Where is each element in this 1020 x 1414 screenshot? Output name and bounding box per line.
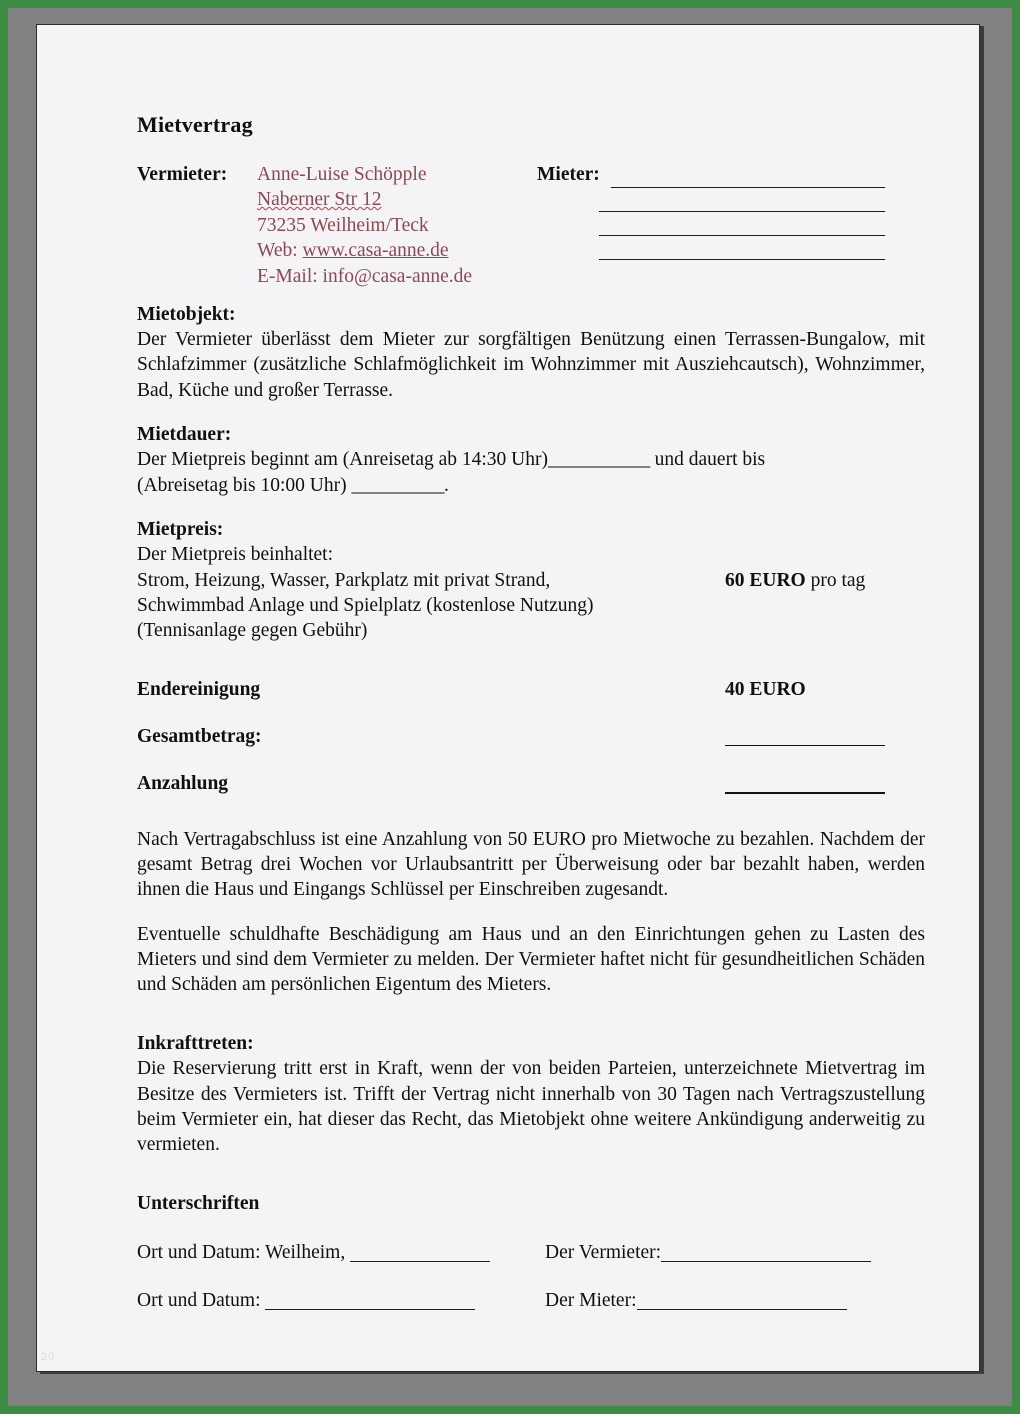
section-gesamtbetrag	[137, 724, 925, 749]
endereinigung-amount: 40 EURO	[725, 678, 806, 700]
landlord-city: 73235 Weilheim/Teck	[257, 214, 429, 236]
spacer-after-anzahlung	[137, 797, 925, 827]
signature-landlord-label: Der Vermieter:	[545, 1241, 662, 1263]
tenant-line-4[interactable]	[599, 236, 885, 260]
landlord-email-label: E-Mail:	[257, 265, 318, 287]
signature-place-date-2-label: Ort und Datum:	[137, 1289, 261, 1311]
mietpreis-item-2: Schwimmbad Anlage und Spielplatz (kostenlose Nutzung)	[137, 595, 594, 617]
mietdauer-start-suffix: und dauert bis	[649, 449, 766, 471]
landlord-email[interactable]: info@casa-anne.de	[322, 265, 473, 287]
mietpreis-heading: Mietpreis:	[137, 519, 224, 540]
mietdauer-end-text: (Abreisetag bis 10:00 Uhr)	[137, 474, 352, 496]
section-mietdauer	[137, 422, 925, 498]
spacer-after-endereinigung	[137, 702, 925, 724]
mietdauer-end-suffix: .	[443, 474, 449, 496]
anzahlung-blank-line[interactable]	[725, 792, 885, 794]
unterschriften-heading: Unterschriften	[137, 1192, 260, 1214]
signature-landlord	[545, 1240, 871, 1265]
signature-place-date-1-label: Ort und Datum: Weilheim,	[137, 1241, 346, 1263]
page-number-watermark: 20	[41, 1351, 56, 1363]
inkrafttreten-heading: Inkrafttreten:	[137, 1032, 254, 1054]
anzahlung-heading: Anzahlung	[137, 773, 229, 795]
mietobjekt-heading: Mietobjekt:	[137, 303, 236, 325]
mietpreis-intro: Der Mietpreis beinhaltet:	[137, 544, 334, 566]
signature-place-date-1-line[interactable]	[350, 1261, 490, 1262]
section-mietpreis	[137, 517, 925, 644]
tenant-line-2[interactable]	[599, 188, 885, 212]
signature-tenant-label: Der Mieter:	[545, 1289, 637, 1311]
document-content	[137, 111, 925, 1336]
landlord-street-text: Naberner Str 12	[257, 189, 382, 211]
section-unterschriften	[137, 1191, 925, 1336]
landlord-email-row	[257, 264, 472, 290]
signature-place-date-2	[137, 1288, 475, 1313]
signature-tenant	[545, 1288, 847, 1313]
section-endereinigung	[137, 677, 925, 702]
tenant-label: Mieter:	[537, 163, 600, 185]
landlord-web-label: Web:	[257, 240, 298, 262]
anzahlung-terms-body: Nach Vertragabschluss ist eine Anzahlung von 50 EURO pro Mietwoche zu bezahlen. Nachdem der gesamt Betrag drei Wochen vor Urlaubsantritt per Überweisung oder bar bezahlt haben, werden ihnen die Haus und Eingangs Schlüssel per Einschreiben zugesandt.	[137, 828, 925, 901]
mietobjekt-body: Der Vermieter überlässt dem Mieter zur sorgfältigen Benützung einen Terrassen-Bungalow, mit Schlafzimmer (zusätzliche Schlafmöglichkeit im Wohnzimmer mit Ausziehcautsch), Wohnzimmer, Bad, Küche und großer Terrasse.	[137, 328, 925, 401]
signature-row-2	[137, 1288, 925, 1336]
spacer-before-inkrafttreten	[137, 1017, 925, 1031]
section-mietobjekt	[137, 302, 925, 403]
signature-landlord-line[interactable]	[661, 1261, 871, 1262]
section-anzahlung	[137, 771, 925, 796]
mietdauer-heading: Mietdauer:	[137, 423, 232, 445]
mietpreis-item-1-row	[137, 568, 925, 593]
inkrafttreten-body: Die Reservierung tritt erst in Kraft, wenn der von beiden Parteien, unterzeichnete Mietvertrag im Besitze des Vermieters ist. Trifft der Vertrag nicht innerhalb von 30 Tagen nach Vertragszustellung beim Vermieter ein, hat dieser das Recht, das Mietobjekt ohne weitere Ankündigung anderweitig zu vermieten.	[137, 1058, 925, 1156]
spacer-after-mietpreis	[137, 663, 925, 677]
gesamtbetrag-blank-line[interactable]	[725, 745, 885, 746]
landlord-label: Vermieter:	[137, 163, 228, 185]
mietpreis-item-1-amount: 60 EURO	[725, 569, 806, 591]
mietpreis-item-1-price	[725, 568, 865, 593]
signature-tenant-line[interactable]	[637, 1309, 847, 1310]
signature-place-date-1	[137, 1240, 490, 1265]
mietdauer-line-1	[137, 447, 925, 472]
landlord-web-row	[257, 238, 472, 264]
mietdauer-start-blank[interactable]: ___________	[548, 449, 650, 471]
page-title: Mietvertrag	[137, 112, 253, 137]
endereinigung-heading: Endereinigung	[137, 678, 261, 700]
spacer-before-signatures	[137, 1177, 925, 1191]
section-anzahlung-terms	[137, 827, 925, 903]
section-haftung	[137, 922, 925, 998]
signature-row-1	[137, 1240, 925, 1288]
spacer-after-gesamtbetrag	[137, 749, 925, 771]
section-inkrafttreten	[137, 1031, 925, 1158]
tenant-line-1[interactable]	[611, 164, 885, 188]
parties-block	[137, 162, 925, 287]
landlord-name: Anne-Luise Schöpple	[257, 163, 427, 185]
landlord-address	[257, 162, 472, 290]
mietdauer-line-2	[137, 473, 925, 498]
mietpreis-item-1-unit: pro tag	[805, 569, 866, 591]
gesamtbetrag-heading: Gesamtbetrag:	[137, 726, 262, 748]
mietpreis-item-3: (Tennisanlage gegen Gebühr)	[137, 620, 368, 642]
mietpreis-item-1-label: Strom, Heizung, Wasser, Parkplatz mit privat Strand,	[137, 569, 551, 591]
signature-place-date-2-line[interactable]	[265, 1309, 475, 1310]
haftung-body: Eventuelle schuldhafte Beschädigung am Haus und an den Einrichtungen gehen zu Lasten des Mieters und sind dem Vermieter zu melden. Der Vermieter haftet nicht für gesundheitlichen Schäden und Schäden am persönlichen Eigentum des Mieters.	[137, 923, 925, 996]
landlord-street	[257, 187, 472, 213]
tenant-line-3[interactable]	[599, 212, 885, 236]
landlord-web-link[interactable]: www.casa-anne.de	[302, 240, 449, 262]
mietdauer-start-text: Der Mietpreis beginnt am (Anreisetag ab 14:30 Uhr)	[137, 449, 549, 471]
mietdauer-end-blank[interactable]: __________	[351, 474, 444, 496]
document-page	[36, 24, 980, 1372]
